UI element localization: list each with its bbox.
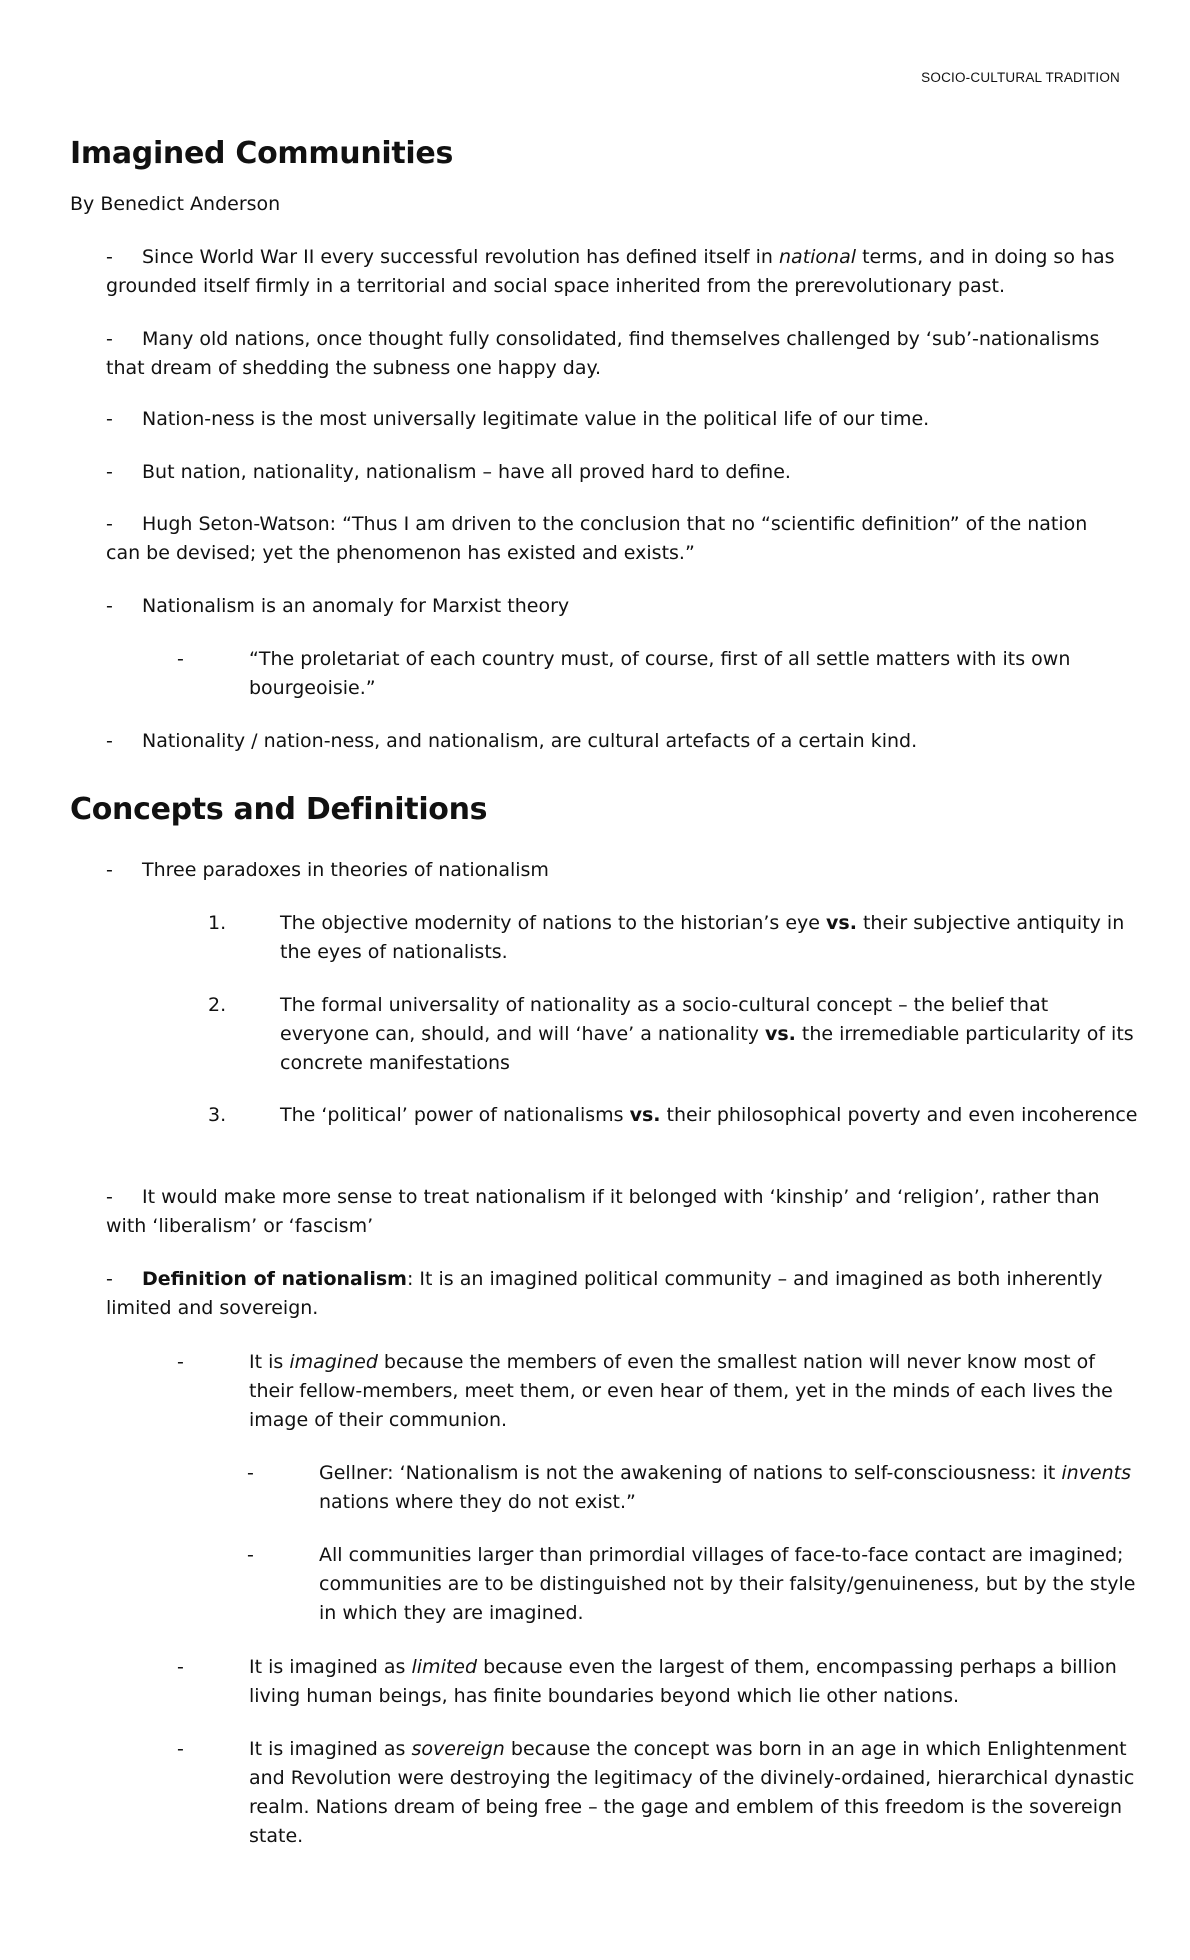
list-item: - Three paradoxes in theories of nationalism [106, 859, 549, 881]
byline: By Benedict Anderson [70, 193, 281, 215]
section-title-imagined-communities: Imagined Communities [70, 136, 454, 171]
sub-list-item: - It is imagined as sovereign because the concept was born in an age in which Enlightenment and Revolution were destroying the legitimacy of the divinely-ordained, hierarchical dynastic realm. Nations dream of being free – the gage and emblem of this freedom is the sovereign state. [177, 1738, 1135, 1847]
running-header: SOCIO-CULTURAL TRADITION [921, 70, 1120, 85]
list-item: - Nation-ness is the most universally legitimate value in the political life of our time. [106, 408, 930, 430]
sub-sub-list-item: - Gellner: ‘Nationalism is not the awakening of nations to self-consciousness: it invents nations where they do not exist.” [247, 1462, 1132, 1513]
list-item: - Since World War II every successful revolution has defined itself in national terms, and in doing so has grounded itself firmly in a territorial and social space inherited from the prerevolutionary past. [106, 246, 1115, 297]
list-item: - Nationalism is an anomaly for Marxist theory [106, 595, 570, 617]
list-item: - But nation, nationality, nationalism – have all proved hard to define. [106, 461, 791, 483]
list-item: - Hugh Seton-Watson: “Thus I am driven to the conclusion that no “scientific definition” of the nation can be devised; yet the phenomenon has existed and exists.” [106, 513, 1088, 564]
sub-sub-list-item: - All communities larger than primordial villages of face-to-face contact are imagined; communities are to be distinguished not by their falsity/genuineness, but by the style in which they are imagined. [247, 1544, 1136, 1624]
numbered-item: 3. The ‘political’ power of nationalisms vs. their philosophical poverty and even incoherence [208, 1104, 1138, 1126]
sub-list-item: - It is imagined because the members of even the smallest nation will never know most of their fellow-members, meet them, or even hear of them, yet in the minds of each lives the image of their communion. [177, 1351, 1113, 1431]
sub-list-item: - “The proletariat of each country must, of course, first of all settle matters with its own bourgeoisie.” [177, 648, 1071, 699]
list-item: - Definition of nationalism: It is an imagined political community – and imagined as both inherently limited and sovereign. [106, 1268, 1103, 1319]
section-title-concepts-definitions: Concepts and Definitions [70, 792, 488, 827]
list-item: - It would make more sense to treat nationalism if it belonged with ‘kinship’ and ‘religion’, rather than with ‘liberalism’ or ‘fascism’ [106, 1186, 1100, 1237]
sub-list-item: - It is imagined as limited because even the largest of them, encompassing perhaps a billion living human beings, has finite boundaries beyond which lie other nations. [177, 1656, 1117, 1707]
list-item: - Many old nations, once thought fully consolidated, find themselves challenged by ‘sub’-nationalisms that dream of shedding the subness one happy day. [106, 328, 1100, 379]
numbered-item: 1. The objective modernity of nations to the historian’s eye vs. their subjective antiquity in the eyes of nationalists. [208, 912, 1125, 963]
numbered-item: 2. The formal universality of nationality as a socio-cultural concept – the belief that everyone can, should, and will ‘have’ a nationality vs. the irremediable particularity of its concrete manifestations [208, 994, 1134, 1074]
list-item: - Nationality / nation-ness, and nationalism, are cultural artefacts of a certain kind. [106, 730, 918, 752]
